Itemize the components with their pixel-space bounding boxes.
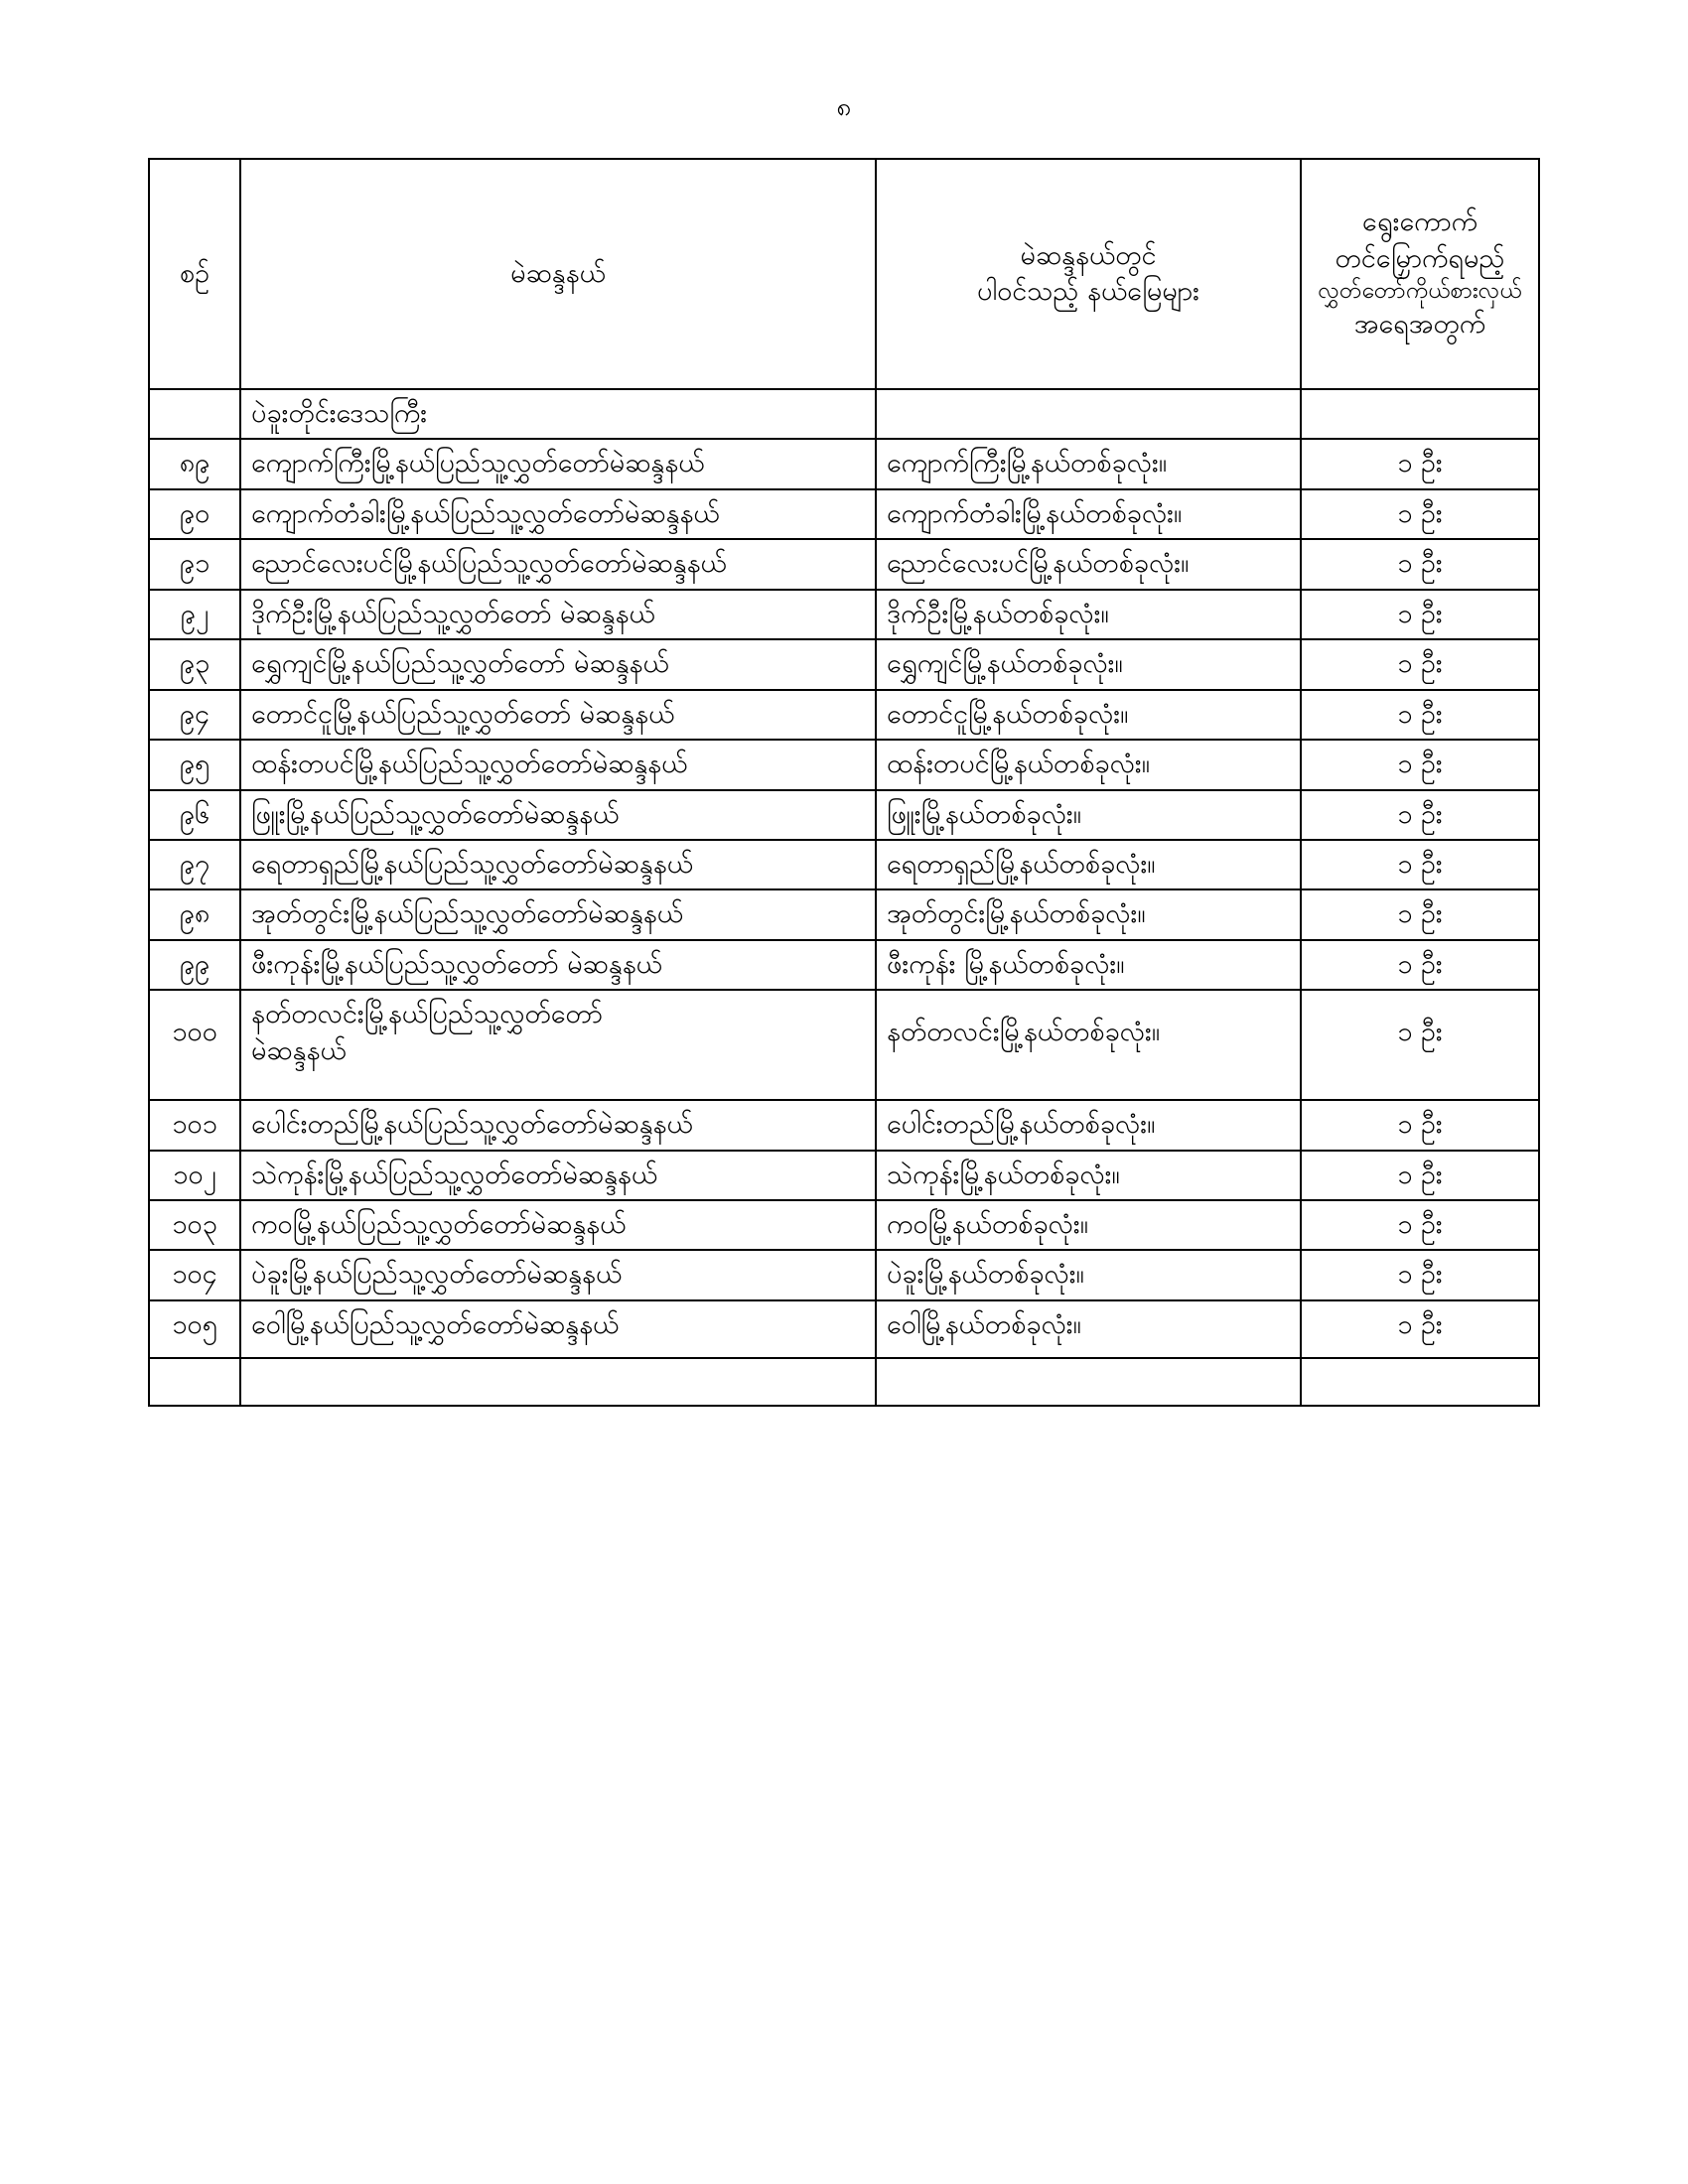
table-row bbox=[149, 1200, 1539, 1250]
constituency-name-cell bbox=[240, 889, 876, 939]
row-number: ၉၅ bbox=[149, 740, 240, 789]
included-areas: တောင်ငူမြို့နယ်တစ်ခုလုံး။ bbox=[876, 690, 1301, 740]
included-areas: ရေတာရှည်မြို့နယ်တစ်ခုလုံး။ bbox=[876, 840, 1301, 889]
table-bottom-spacer bbox=[149, 1358, 1539, 1406]
constituency-name-cell bbox=[240, 489, 876, 539]
row-number: ၁၀၄ bbox=[149, 1250, 240, 1299]
constituency-name: ရွှေကျင်မြို့နယ်ပြည်သူ့လွှတ်တော် မဲဆန္ဒနယ် bbox=[251, 648, 669, 680]
table-row bbox=[149, 1100, 1539, 1150]
row-number: ၁၀၅ bbox=[149, 1300, 240, 1358]
included-areas: ညောင်လေးပင်မြို့နယ်တစ်ခုလုံး။ bbox=[876, 539, 1301, 589]
included-areas: ကျောက်ကြီးမြို့နယ်တစ်ခုလုံး။ bbox=[876, 439, 1301, 488]
included-areas: ကဝမြို့နယ်တစ်ခုလုံး။ bbox=[876, 1200, 1301, 1250]
page-number: ၈ bbox=[836, 92, 852, 122]
row-number: ၉၁ bbox=[149, 539, 240, 589]
constituency-name-cell bbox=[240, 639, 876, 689]
table-row bbox=[149, 690, 1539, 740]
constituency-name-cell bbox=[240, 940, 876, 990]
row-number: ၁၀၃ bbox=[149, 1200, 240, 1250]
constituency-name-cell bbox=[240, 1250, 876, 1299]
table-row bbox=[149, 990, 1539, 1100]
representative-count: ၁ ဦး bbox=[1301, 1250, 1539, 1299]
region-row-count-blank bbox=[1301, 389, 1539, 439]
constituency-name: ဖြူးမြို့နယ်ပြည်သူ့လွှတ်တော်မဲဆန္ဒနယ် bbox=[251, 798, 620, 830]
constituency-name-cell bbox=[240, 1151, 876, 1200]
bottom-cell-name bbox=[240, 1358, 876, 1406]
column-header-count-line2: တင်မြှောက်ရမည့် bbox=[1335, 242, 1505, 274]
row-number: ၉၂ bbox=[149, 590, 240, 639]
included-areas: အုတ်တွင်းမြို့နယ်တစ်ခုလုံး။ bbox=[876, 889, 1301, 939]
constituency-name-cell bbox=[240, 740, 876, 789]
representative-count: ၁ ဦး bbox=[1301, 1100, 1539, 1150]
representative-count: ၁ ဦး bbox=[1301, 690, 1539, 740]
included-areas: ရွှေကျင်မြို့နယ်တစ်ခုလုံး။ bbox=[876, 639, 1301, 689]
representative-count: ၁ ဦး bbox=[1301, 940, 1539, 990]
representative-count: ၁ ဦး bbox=[1301, 1200, 1539, 1250]
column-header-constituency: မဲဆန္ဒနယ် bbox=[240, 159, 876, 389]
included-areas: သဲကုန်းမြို့နယ်တစ်ခုလုံး။ bbox=[876, 1151, 1301, 1200]
constituency-name-cell bbox=[240, 1100, 876, 1150]
constituency-name: အုတ်တွင်းမြို့နယ်ပြည်သူ့လွှတ်တော်မဲဆန္ဒနယ် bbox=[251, 898, 683, 930]
representative-count: ၁ ဦး bbox=[1301, 590, 1539, 639]
row-number: ၉၃ bbox=[149, 639, 240, 689]
constituency-name: နတ်တလင်းမြို့နယ်ပြည်သူ့လွှတ်တော် bbox=[251, 999, 603, 1030]
constituency-name: ကျောက်တံခါးမြို့နယ်ပြည်သူ့လွှတ်တော်မဲဆန္ဒနယ် bbox=[251, 497, 720, 529]
table-row bbox=[149, 1300, 1539, 1358]
table-row bbox=[149, 590, 1539, 639]
constituency-name: ဝေါမြို့နယ်ပြည်သူ့လွှတ်တော်မဲဆန္ဒနယ် bbox=[251, 1308, 620, 1340]
row-number: ၁၀၁ bbox=[149, 1100, 240, 1150]
constituency-name-cell bbox=[240, 590, 876, 639]
row-number: ၉၈ bbox=[149, 889, 240, 939]
constituency-name-cell bbox=[240, 539, 876, 589]
table-row bbox=[149, 889, 1539, 939]
constituency-name: ကျောက်ကြီးမြို့နယ်ပြည်သူ့လွှတ်တော်မဲဆန္ဒနယ် bbox=[251, 448, 705, 479]
included-areas: ဝေါမြို့နယ်တစ်ခုလုံး။ bbox=[876, 1300, 1301, 1358]
region-row-no-blank bbox=[149, 389, 240, 439]
representative-count: ၁ ဦး bbox=[1301, 840, 1539, 889]
table-row bbox=[149, 840, 1539, 889]
table-row bbox=[149, 1151, 1539, 1200]
row-number: ၈၉ bbox=[149, 439, 240, 488]
table-row bbox=[149, 790, 1539, 840]
representative-count: ၁ ဦး bbox=[1301, 1300, 1539, 1358]
row-number: ၁၀၂ bbox=[149, 1151, 240, 1200]
representative-count: ၁ ဦး bbox=[1301, 439, 1539, 488]
constituency-table bbox=[148, 158, 1540, 1407]
table-row bbox=[149, 539, 1539, 589]
column-header-areas bbox=[876, 159, 1301, 389]
constituency-name-line2: မဲဆန္ဒနယ် bbox=[251, 1034, 347, 1066]
included-areas: ဒိုက်ဦးမြို့နယ်တစ်ခုလုံး။ bbox=[876, 590, 1301, 639]
constituency-name: ပဲခူးမြို့နယ်ပြည်သူ့လွှတ်တော်မဲဆန္ဒနယ် bbox=[251, 1259, 623, 1291]
table-header bbox=[149, 159, 1539, 389]
constituency-name: ကဝမြို့နယ်ပြည်သူ့လွှတ်တော်မဲဆန္ဒနယ် bbox=[251, 1209, 627, 1240]
row-number: ၁၀၀ bbox=[149, 990, 240, 1100]
row-number: ၉၇ bbox=[149, 840, 240, 889]
included-areas: ပဲခူးမြို့နယ်တစ်ခုလုံး။ bbox=[876, 1250, 1301, 1299]
constituency-name: ထန်းတပင်မြို့နယ်ပြည်သူ့လွှတ်တော်မဲဆန္ဒနယ် bbox=[251, 749, 688, 780]
included-areas: ထန်းတပင်မြို့နယ်တစ်ခုလုံး။ bbox=[876, 740, 1301, 789]
constituency-name-cell bbox=[240, 1300, 876, 1358]
representative-count: ၁ ဦး bbox=[1301, 889, 1539, 939]
column-header-count-line1: ရွေးကောက် bbox=[1361, 206, 1478, 238]
column-header-no: စဥ် bbox=[149, 159, 240, 389]
included-areas: ကျောက်တံခါးမြို့နယ်တစ်ခုလုံး။ bbox=[876, 489, 1301, 539]
region-row-area-blank bbox=[876, 389, 1301, 439]
representative-count: ၁ ဦး bbox=[1301, 539, 1539, 589]
representative-count: ၁ ဦး bbox=[1301, 990, 1539, 1100]
row-number: ၉၄ bbox=[149, 690, 240, 740]
table-row bbox=[149, 740, 1539, 789]
column-header-count-line4: အရေအတွက် bbox=[1353, 309, 1486, 341]
column-header-areas-line2: ပါဝင်သည့် နယ်မြေများ bbox=[977, 276, 1199, 307]
region-title: ပဲခူးတိုင်းဒေသကြီး bbox=[240, 389, 876, 439]
table-header-row bbox=[149, 159, 1539, 389]
constituency-name-cell bbox=[240, 840, 876, 889]
constituency-name-cell bbox=[240, 690, 876, 740]
constituency-name: ပေါင်းတည်မြို့နယ်ပြည်သူ့လွှတ်တော်မဲဆန္ဒနယ် bbox=[251, 1109, 693, 1141]
constituency-name: ဒိုက်ဦးမြို့နယ်ပြည်သူ့လွှတ်တော် မဲဆန္ဒနယ် bbox=[251, 598, 655, 629]
table-row bbox=[149, 1250, 1539, 1299]
column-header-areas-line1: မဲဆန္ဒနယ်တွင် bbox=[1020, 239, 1157, 271]
constituency-name: တောင်ငူမြို့နယ်ပြည်သူ့လွှတ်တော် မဲဆန္ဒနယ် bbox=[251, 698, 675, 730]
constituency-name-cell bbox=[240, 1200, 876, 1250]
constituency-name: ရေတာရှည်မြို့နယ်ပြည်သူ့လွှတ်တော်မဲဆန္ဒနယ် bbox=[251, 848, 693, 880]
table-footer bbox=[149, 1358, 1539, 1406]
included-areas: နတ်တလင်းမြို့နယ်တစ်ခုလုံး။ bbox=[876, 990, 1301, 1100]
representative-count: ၁ ဦး bbox=[1301, 790, 1539, 840]
representative-count: ၁ ဦး bbox=[1301, 489, 1539, 539]
representative-count: ၁ ဦး bbox=[1301, 1151, 1539, 1200]
table-row bbox=[149, 439, 1539, 488]
column-header-count bbox=[1301, 159, 1539, 389]
row-number: ၉၆ bbox=[149, 790, 240, 840]
column-header-count-line3: လွှတ်တော်ကိုယ်စားလှယ် bbox=[1318, 278, 1522, 305]
included-areas: ဖြူးမြို့နယ်တစ်ခုလုံး။ bbox=[876, 790, 1301, 840]
table-row bbox=[149, 940, 1539, 990]
constituency-name: သဲကုန်းမြို့နယ်ပြည်သူ့လွှတ်တော်မဲဆန္ဒနယ် bbox=[251, 1159, 658, 1190]
constituency-name: ဖီးကုန်းမြို့နယ်ပြည်သူ့လွှတ်တော် မဲဆန္ဒနယ် bbox=[251, 948, 662, 980]
representative-count: ၁ ဦး bbox=[1301, 639, 1539, 689]
bottom-cell-area bbox=[876, 1358, 1301, 1406]
bottom-cell-count bbox=[1301, 1358, 1539, 1406]
table-body bbox=[149, 389, 1539, 1358]
row-number: ၉၀ bbox=[149, 489, 240, 539]
row-number: ၉၉ bbox=[149, 940, 240, 990]
constituency-name-cell bbox=[240, 790, 876, 840]
constituency-name-cell bbox=[240, 990, 876, 1100]
included-areas: ပေါင်းတည်မြို့နယ်တစ်ခုလုံး။ bbox=[876, 1100, 1301, 1150]
table-row bbox=[149, 489, 1539, 539]
constituency-name-cell bbox=[240, 439, 876, 488]
representative-count: ၁ ဦး bbox=[1301, 740, 1539, 789]
bottom-cell-no bbox=[149, 1358, 240, 1406]
constituency-name: ညောင်လေးပင်မြို့နယ်ပြည်သူ့လွှတ်တော်မဲဆန္ဒနယ် bbox=[251, 548, 727, 580]
table-row bbox=[149, 639, 1539, 689]
included-areas: ဖီးကုန်း မြို့နယ်တစ်ခုလုံး။ bbox=[876, 940, 1301, 990]
region-title-row bbox=[149, 389, 1539, 439]
